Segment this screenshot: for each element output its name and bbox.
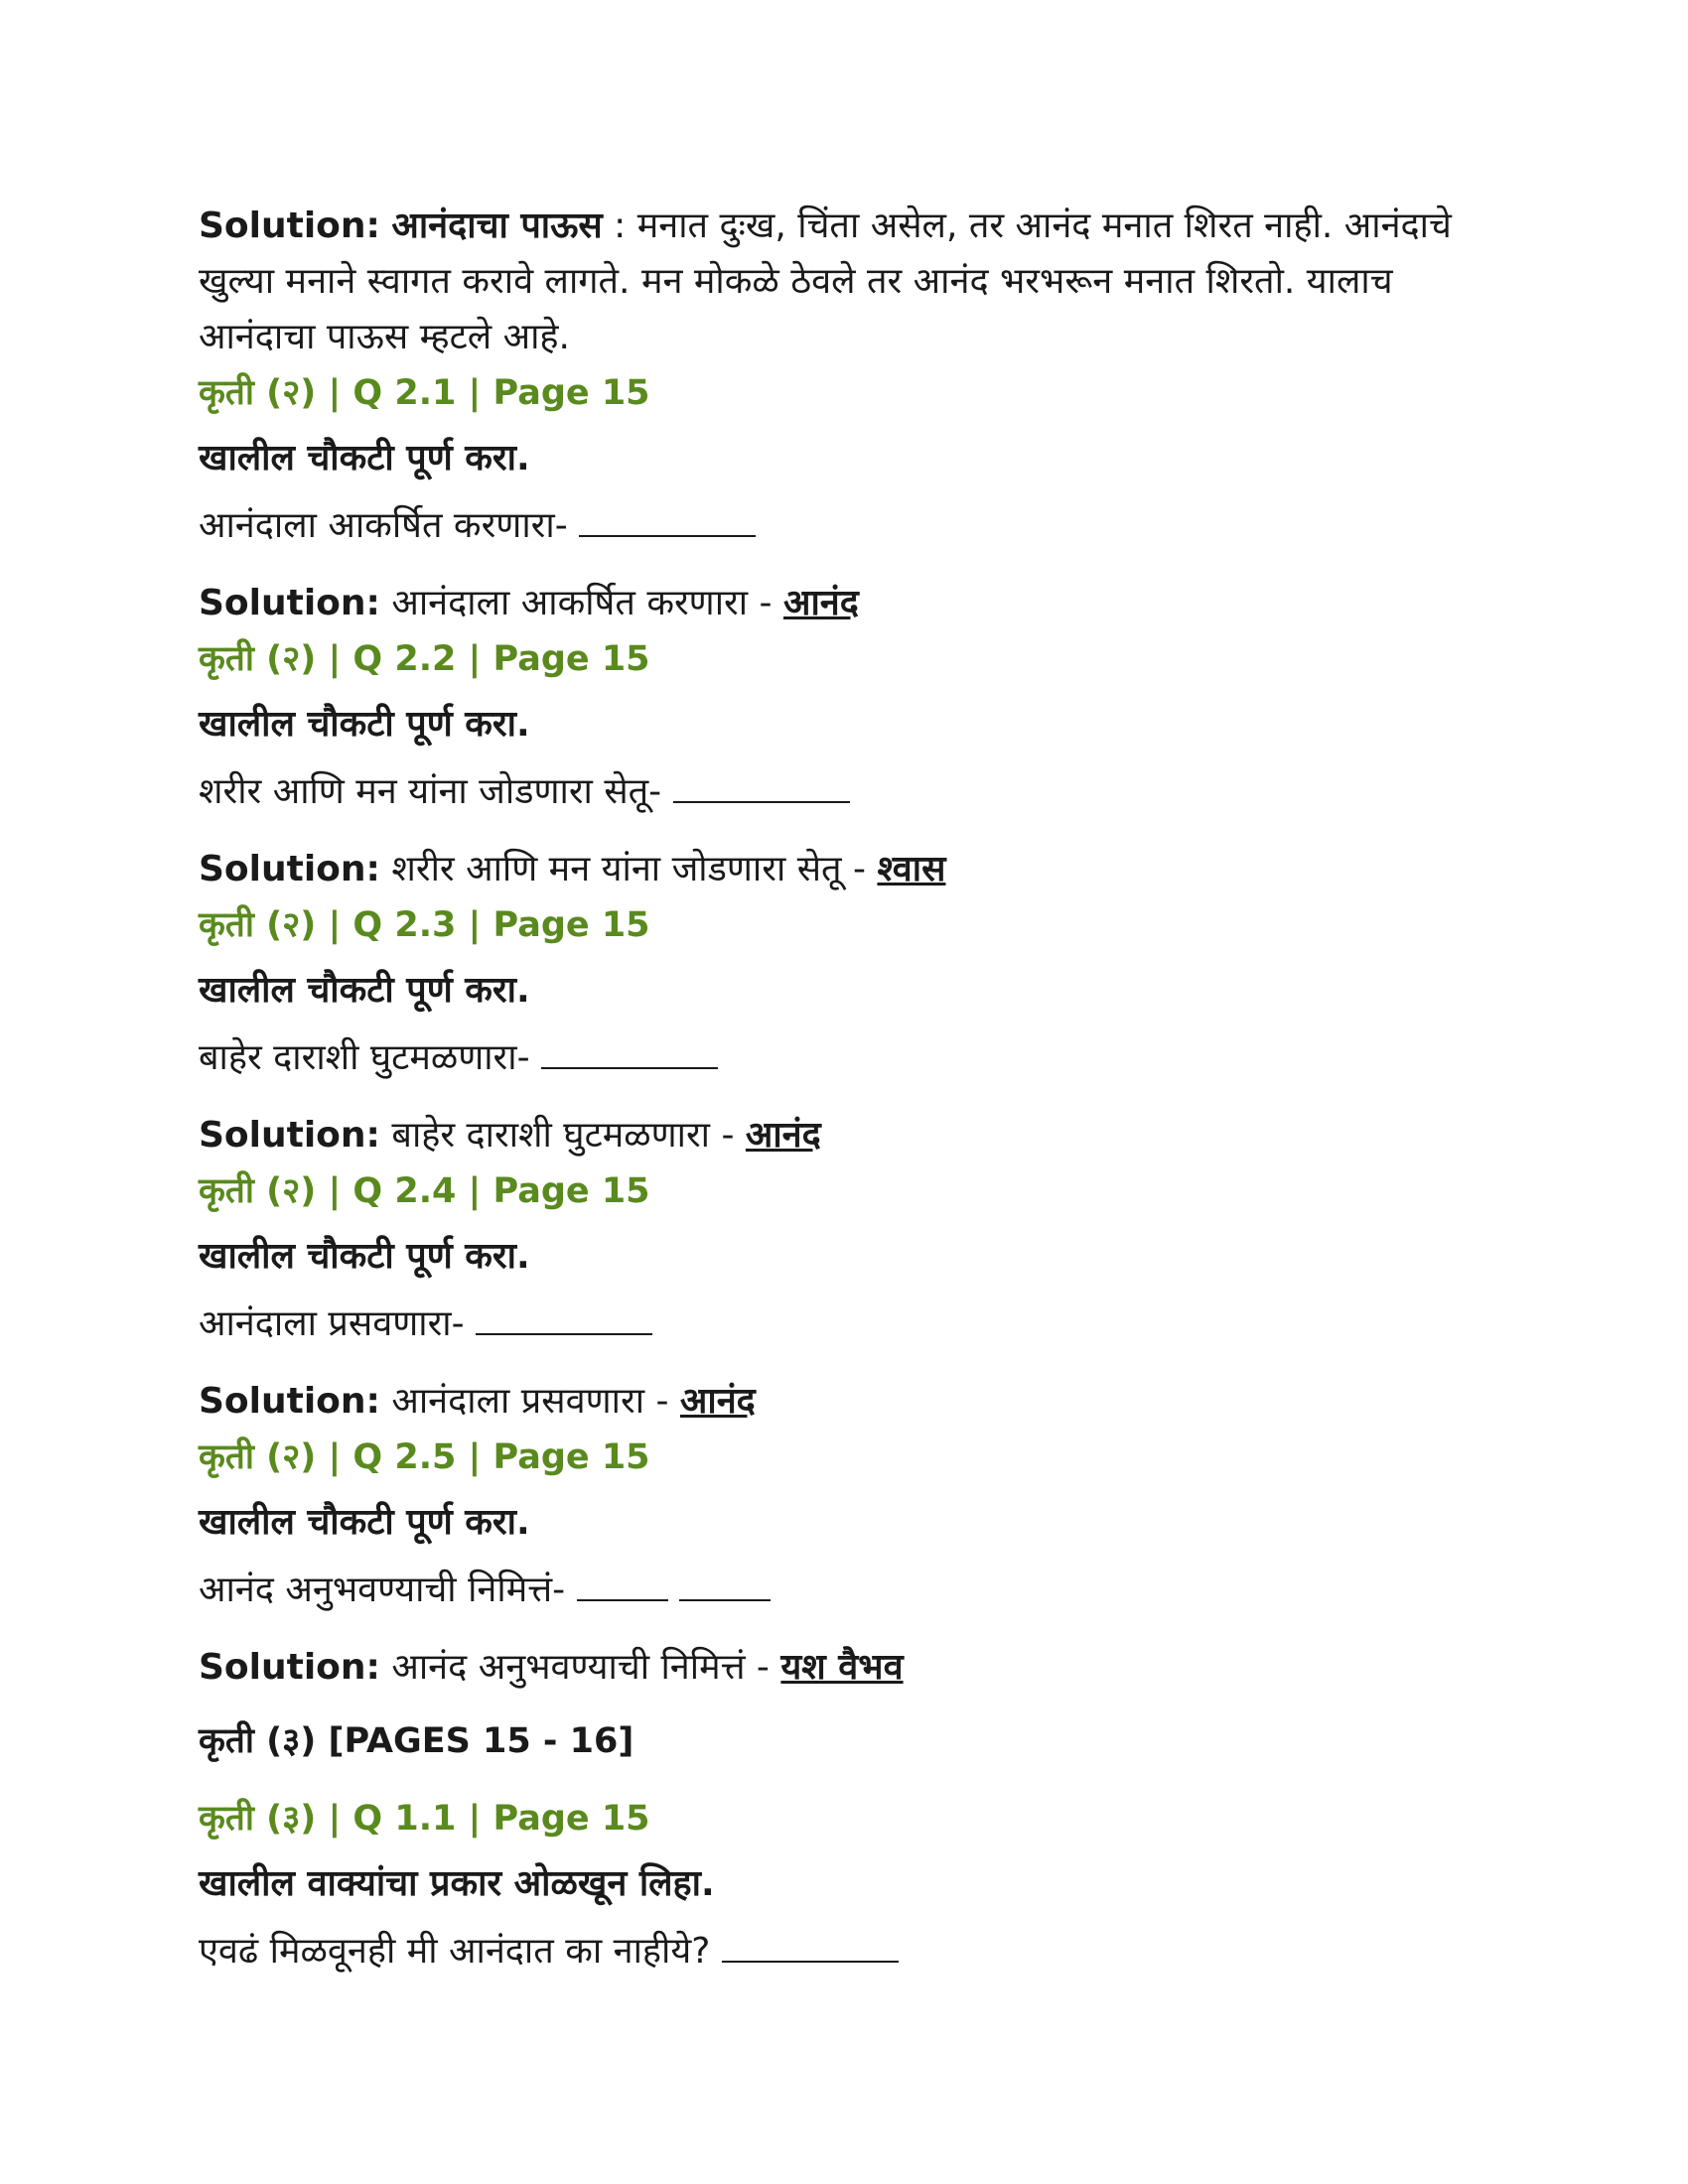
intro-label: Solution: (199, 205, 380, 246)
question-heading: कृती (२) | Q 2.5 | Page 15 (199, 1437, 650, 1477)
question-text: एवढं मिळवूनही मी आनंदात का नाहीये? (199, 1931, 711, 1972)
question-block (199, 897, 1489, 1163)
question-heading: कृती (२) | Q 2.2 | Page 15 (199, 639, 650, 679)
question-text: बाहेर दाराशी घुटमळणारा- (199, 1037, 530, 1078)
solution-answer: आनंद (679, 1381, 756, 1422)
question-text-row (199, 1924, 1489, 1979)
intro-title: आनंदाचा पाऊस (391, 205, 603, 246)
question-text: आनंद अनुभवण्याची निमित्तं- (199, 1570, 566, 1610)
question-block (199, 1791, 1489, 1979)
question-text-row (199, 764, 1489, 820)
solution-text: आनंद अनुभवण्याची निमित्तं - (391, 1647, 770, 1688)
solution-answer: यश वैभव (780, 1647, 904, 1688)
solution-answer: श्वास (877, 849, 946, 889)
question-instruction: खालील चौकटी पूर्ण करा. (199, 1502, 530, 1543)
answer-blank (577, 1564, 668, 1601)
intro-text: : मनात दुःख, चिंता असेल, तर आनंद मनात शिरत नाही. आनंदाचे खुल्या मनाने स्वागत करावे लागते. मन मोकळे ठेवले तर आनंद भरभरून मनात शिरतो. यालाच आनंदाचा पाऊस म्हटले आहे. (199, 205, 1452, 357)
question-instruction: खालील चौकटी पूर्ण करा. (199, 704, 530, 745)
question-block (199, 365, 1489, 631)
answer-blank (722, 1925, 899, 1963)
solution-text: आनंदाला आकर्षित करणारा - (391, 583, 773, 623)
question-text: आनंदाला प्रसवणारा- (199, 1303, 465, 1344)
solution-row (199, 576, 1489, 631)
intro-paragraph (199, 199, 1489, 365)
question-instruction: खालील वाक्यांचा प्रकार ओळखून लिहा. (199, 1863, 715, 1904)
question-text-row (199, 1297, 1489, 1352)
question-text-row (199, 1563, 1489, 1618)
document-page (199, 199, 1489, 1979)
question-heading: कृती (३) | Q 1.1 | Page 15 (199, 1799, 650, 1839)
solution-label: Solution: (199, 1115, 380, 1156)
section-title: कृती (३) [PAGES 15 - 16] (199, 1721, 634, 1761)
question-heading: कृती (२) | Q 2.3 | Page 15 (199, 905, 650, 945)
answer-blank (579, 499, 756, 537)
solution-row (199, 1640, 1489, 1696)
question-text: शरीर आणि मन यांना जोडणारा सेतू- (199, 771, 662, 812)
solution-text: बाहेर दाराशी घुटमळणारा - (391, 1115, 735, 1156)
solution-row (199, 842, 1489, 897)
question-block (199, 631, 1489, 897)
solution-label: Solution: (199, 583, 380, 623)
question-text-row (199, 1030, 1489, 1086)
question-block (199, 1430, 1489, 1696)
solution-answer: आनंद (745, 1115, 821, 1156)
solution-row (199, 1374, 1489, 1430)
question-instruction: खालील चौकटी पूर्ण करा. (199, 970, 530, 1011)
answer-blank (476, 1297, 652, 1335)
solution-text: आनंदाला प्रसवणारा - (391, 1381, 669, 1422)
answer-blank (673, 765, 850, 803)
answer-blank (679, 1564, 771, 1601)
solution-label: Solution: (199, 1381, 380, 1422)
question-instruction: खालील चौकटी पूर्ण करा. (199, 438, 530, 478)
solution-label: Solution: (199, 849, 380, 889)
question-text: आनंदाला आकर्षित करणारा- (199, 505, 568, 546)
question-instruction: खालील चौकटी पूर्ण करा. (199, 1236, 530, 1277)
question-heading: कृती (२) | Q 2.4 | Page 15 (199, 1171, 650, 1211)
solution-row (199, 1108, 1489, 1163)
solution-text: शरीर आणि मन यांना जोडणारा सेतू - (391, 849, 867, 889)
question-block (199, 1163, 1489, 1430)
solution-answer: आनंद (782, 583, 859, 623)
question-heading: कृती (२) | Q 2.1 | Page 15 (199, 373, 650, 413)
solution-label: Solution: (199, 1647, 380, 1688)
answer-blank (541, 1031, 718, 1069)
question-text-row (199, 498, 1489, 554)
